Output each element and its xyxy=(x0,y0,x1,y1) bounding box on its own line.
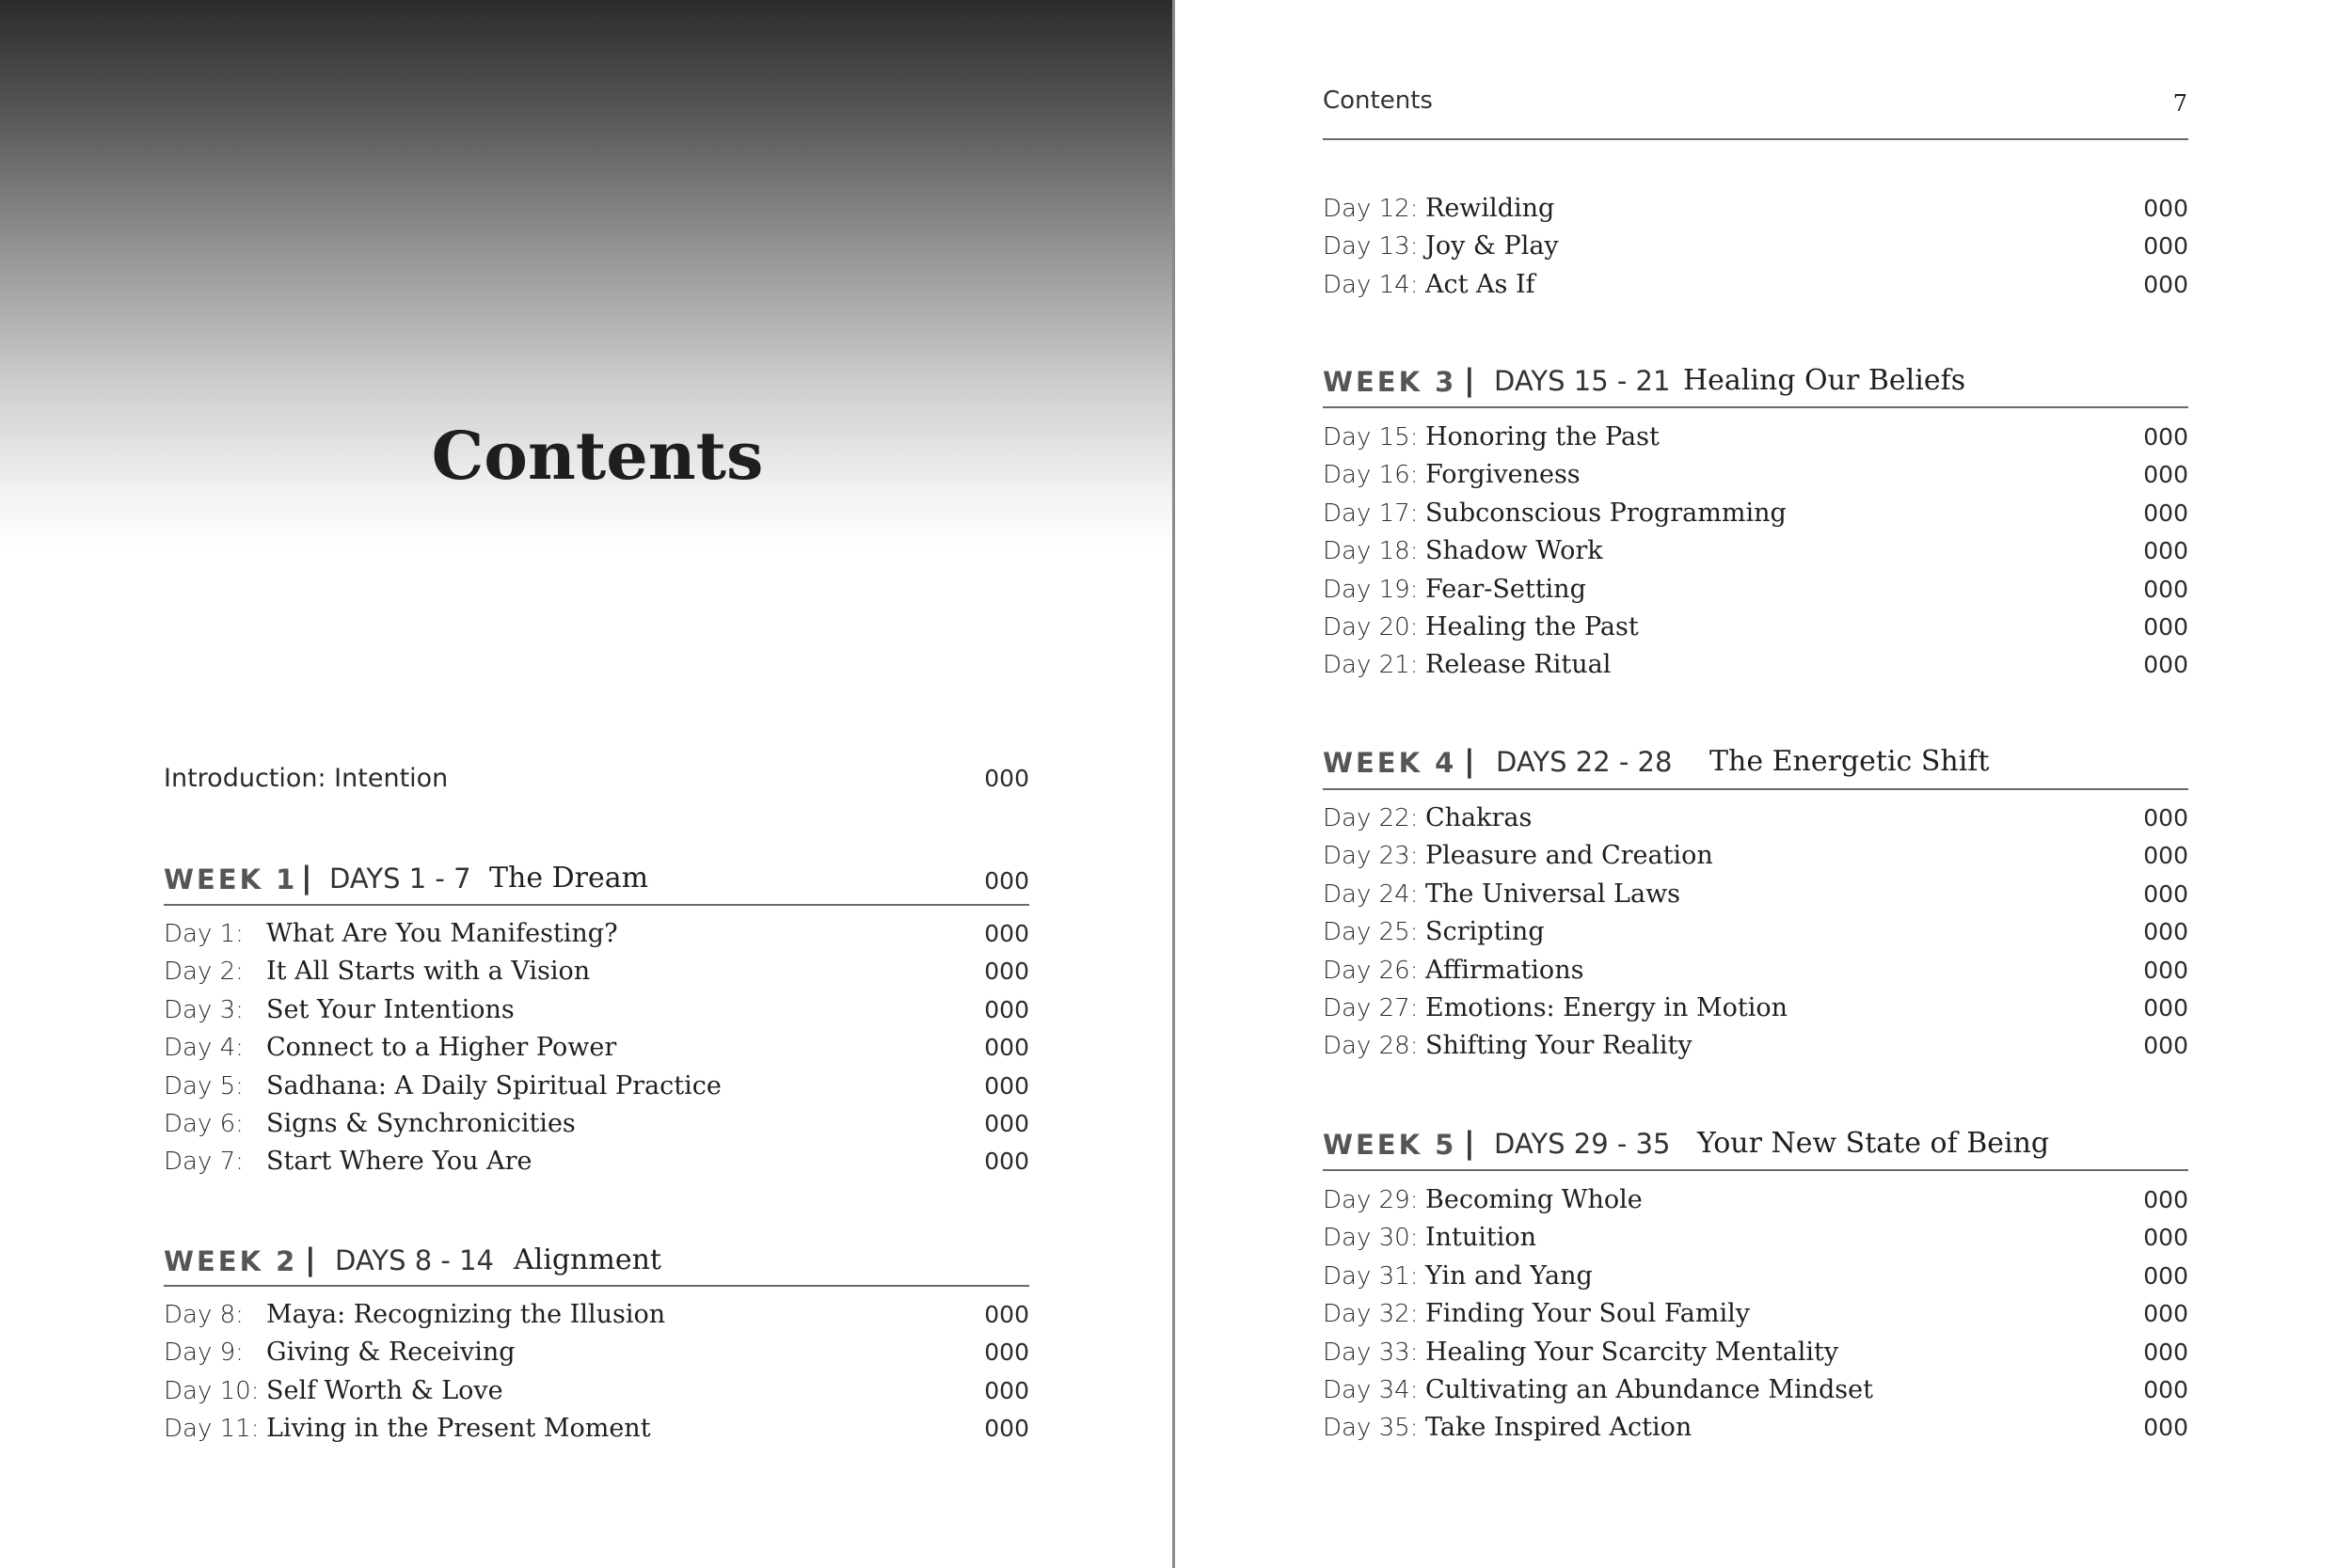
entry-page-number: 000 xyxy=(2143,613,2188,641)
day-number: Day 21: xyxy=(1323,651,1419,680)
entry-page-number: 000 xyxy=(2143,461,2188,489)
entry-page-number: 000 xyxy=(984,1376,1029,1404)
toc-entry xyxy=(164,1334,1029,1371)
week-theme: The Dream xyxy=(489,862,649,895)
page-number: 7 xyxy=(2172,90,2187,117)
week-label: WEEK 1 xyxy=(164,863,298,895)
toc-entry xyxy=(164,1068,1029,1105)
toc-entry xyxy=(164,991,1029,1029)
day-number: Day 8: xyxy=(164,1301,244,1329)
toc-entry xyxy=(1323,876,2188,913)
day-number: Day 33: xyxy=(1323,1338,1419,1367)
toc-entry xyxy=(1323,532,2188,570)
day-number: Day 26: xyxy=(1323,956,1419,985)
day-number: Day 2: xyxy=(164,958,244,987)
days-range: DAYS 29 - 35 xyxy=(1494,1128,1671,1160)
entry-page-number: 000 xyxy=(2143,879,2188,908)
week-5-rule xyxy=(1323,1169,2188,1171)
week-3-heading xyxy=(1323,353,2188,409)
entry-page-number: 000 xyxy=(2143,994,2188,1022)
day-number: Day 34: xyxy=(1323,1376,1419,1404)
day-number: Day 9: xyxy=(164,1338,244,1368)
entry-page-number: 000 xyxy=(2143,956,2188,984)
toc-entry xyxy=(164,915,1029,953)
entry-page-number: 000 xyxy=(2143,575,2188,603)
toc-entry xyxy=(1323,456,2188,494)
entry-title: Healing the Past xyxy=(1425,612,1639,641)
entry-title: It All Starts with a Vision xyxy=(266,957,591,987)
running-head-rule xyxy=(1323,138,2188,140)
day-number: Day 13: xyxy=(1323,232,1419,261)
week-label: WEEK 5 xyxy=(1323,1129,1457,1161)
day-number: Day 28: xyxy=(1323,1032,1419,1061)
day-number: Day 6: xyxy=(164,1110,244,1138)
right-page xyxy=(1175,0,2352,1568)
entry-page-number: 000 xyxy=(2143,499,2188,527)
day-number: Day 22: xyxy=(1323,804,1419,832)
entry-title: Joy & Play xyxy=(1425,231,1559,261)
entry-title: Forgiveness xyxy=(1425,460,1581,490)
day-number: Day 35: xyxy=(1323,1414,1419,1443)
running-head: Contents xyxy=(1323,87,1433,115)
entry-page-number: 000 xyxy=(2143,651,2188,679)
intro-page-number: 000 xyxy=(984,765,1029,792)
toc-entry xyxy=(1323,1409,2188,1447)
entry-page-number: 000 xyxy=(984,1110,1029,1137)
days-range: DAYS 15 - 21 xyxy=(1494,365,1671,397)
toc-entry xyxy=(1323,1181,2188,1219)
entry-title: Fear-Setting xyxy=(1425,574,1586,604)
entry-page-number: 000 xyxy=(2143,1224,2188,1252)
entry-page-number: 000 xyxy=(2143,804,2188,832)
toc-entry xyxy=(164,1143,1029,1180)
week-2-rule xyxy=(164,1285,1029,1287)
entry-page-number: 000 xyxy=(984,1301,1029,1328)
toc-entry xyxy=(1323,837,2188,875)
days-range: DAYS 8 - 14 xyxy=(335,1244,495,1276)
entry-title: Healing Your Scarcity Mentality xyxy=(1425,1337,1839,1367)
week-2-heading xyxy=(164,1232,1029,1289)
day-number: Day 7: xyxy=(164,1148,244,1177)
toc-entry xyxy=(1323,228,2188,265)
toc-entry xyxy=(164,1029,1029,1067)
entry-page-number: 000 xyxy=(2143,270,2188,298)
week-label: WEEK 3 xyxy=(1323,366,1457,398)
week-4-rule xyxy=(1323,788,2188,790)
entry-title: Intuition xyxy=(1425,1223,1537,1253)
toc-entry xyxy=(1323,1371,2188,1409)
entry-title: The Universal Laws xyxy=(1425,879,1681,909)
days-range: DAYS 1 - 7 xyxy=(329,863,471,895)
toc-entry xyxy=(1323,571,2188,609)
entry-title: Signs & Synchronicities xyxy=(266,1109,576,1138)
entry-title: Living in the Present Moment xyxy=(266,1414,651,1444)
entry-title: Becoming Whole xyxy=(1425,1185,1643,1214)
toc-entry xyxy=(1323,800,2188,837)
entry-page-number: 000 xyxy=(2143,1186,2188,1213)
week-theme: Healing Our Beliefs xyxy=(1683,364,1966,397)
toc-entry xyxy=(1323,913,2188,951)
entry-title: Finding Your Soul Family xyxy=(1425,1299,1751,1329)
toc-entry xyxy=(164,1105,1029,1143)
separator: | xyxy=(301,860,312,895)
toc-entry xyxy=(1323,1219,2188,1257)
toc-entry xyxy=(1323,1295,2188,1333)
day-number: Day 25: xyxy=(1323,918,1419,947)
day-number: Day 20: xyxy=(1323,613,1419,641)
day-number: Day 3: xyxy=(164,995,244,1024)
entry-page-number: 000 xyxy=(2143,232,2188,261)
toc-entry xyxy=(164,1410,1029,1448)
intro-entry xyxy=(164,760,1029,798)
week-theme: The Energetic Shift xyxy=(1709,745,1990,778)
toc-entry xyxy=(1323,495,2188,532)
week-theme: Alignment xyxy=(514,1243,661,1276)
day-number: Day 24: xyxy=(1323,879,1419,909)
entry-title: Act As If xyxy=(1425,269,1535,299)
day-number: Day 5: xyxy=(164,1071,244,1101)
entry-title: Giving & Receiving xyxy=(266,1338,516,1368)
entry-page-number: 000 xyxy=(984,1034,1029,1062)
entry-page-number: 000 xyxy=(2143,1414,2188,1442)
day-number: Day 15: xyxy=(1323,423,1419,451)
entry-title: Connect to a Higher Power xyxy=(266,1033,617,1063)
left-page xyxy=(0,0,1172,1568)
entry-page-number: 000 xyxy=(2143,1261,2188,1290)
entry-page-number: 000 xyxy=(984,995,1029,1023)
entry-title: Start Where You Are xyxy=(266,1147,532,1177)
toc-entry xyxy=(1323,266,2188,304)
day-number: Day 12: xyxy=(1323,195,1419,223)
separator: | xyxy=(305,1242,316,1277)
day-number: Day 27: xyxy=(1323,994,1419,1022)
entry-page-number: 000 xyxy=(2143,842,2188,870)
entry-page-number: 000 xyxy=(984,1338,1029,1367)
entry-page-number: 000 xyxy=(984,920,1029,947)
toc-entry xyxy=(1323,190,2188,228)
entry-page-number: 000 xyxy=(2143,195,2188,222)
day-number: Day 11: xyxy=(164,1415,260,1444)
entry-page-number: 000 xyxy=(2143,1376,2188,1403)
week-4-heading xyxy=(1323,734,2188,790)
toc-entry xyxy=(1323,1258,2188,1295)
day-number: Day 23: xyxy=(1323,842,1419,871)
toc-entry xyxy=(1323,990,2188,1027)
entry-page-number: 000 xyxy=(2143,1032,2188,1060)
day-number: Day 17: xyxy=(1323,499,1419,528)
entry-title: What Are You Manifesting? xyxy=(266,919,618,948)
toc-entry xyxy=(164,1372,1029,1410)
week-theme: Your New State of Being xyxy=(1697,1127,2050,1160)
day-number: Day 32: xyxy=(1323,1300,1419,1329)
entry-page-number: 000 xyxy=(2143,1338,2188,1366)
day-number: Day 14: xyxy=(1323,270,1419,299)
toc-entry xyxy=(1323,1027,2188,1065)
entry-title: Release Ritual xyxy=(1425,650,1612,680)
entry-page-number: 000 xyxy=(2143,423,2188,451)
page-title: Contents xyxy=(431,417,764,495)
entry-title: Scripting xyxy=(1425,917,1545,947)
entry-title: Self Worth & Love xyxy=(266,1375,503,1405)
toc-entry xyxy=(1323,1334,2188,1371)
entry-title: Cultivating an Abundance Mindset xyxy=(1425,1375,1873,1404)
week-1-heading xyxy=(164,850,1029,907)
week-page-number: 000 xyxy=(984,867,1029,895)
entry-title: Affirmations xyxy=(1425,955,1584,985)
day-number: Day 30: xyxy=(1323,1224,1419,1253)
day-number: Day 16: xyxy=(1323,461,1419,490)
entry-title: Sadhana: A Daily Spiritual Practice xyxy=(266,1070,722,1101)
day-number: Day 18: xyxy=(1323,537,1419,566)
entry-title: Set Your Intentions xyxy=(266,994,515,1024)
intro-label: Introduction: Intention xyxy=(164,764,449,793)
toc-entry xyxy=(1323,609,2188,646)
entry-page-number: 000 xyxy=(984,1148,1029,1176)
entry-page-number: 000 xyxy=(2143,537,2188,565)
week-label: WEEK 2 xyxy=(164,1245,298,1277)
toc-entry xyxy=(164,953,1029,990)
day-number: Day 19: xyxy=(1323,575,1419,604)
entry-title: Shifting Your Reality xyxy=(1425,1031,1692,1061)
day-number: Day 1: xyxy=(164,920,244,948)
entry-title: Rewilding xyxy=(1425,194,1555,223)
entry-title: Subconscious Programming xyxy=(1425,498,1787,528)
toc-entry xyxy=(1323,952,2188,990)
entry-title: Pleasure and Creation xyxy=(1425,841,1713,871)
entry-page-number: 000 xyxy=(984,1415,1029,1443)
entry-title: Maya: Recognizing the Illusion xyxy=(266,1300,666,1329)
entry-title: Shadow Work xyxy=(1425,536,1603,566)
toc-entry xyxy=(1323,419,2188,456)
toc-entry xyxy=(164,1296,1029,1334)
day-number: Day 31: xyxy=(1323,1261,1419,1291)
separator: | xyxy=(1464,1125,1475,1161)
entry-page-number: 000 xyxy=(2143,1300,2188,1328)
entry-title: Emotions: Energy in Motion xyxy=(1425,993,1788,1022)
day-number: Day 10: xyxy=(164,1376,260,1405)
entry-title: Honoring the Past xyxy=(1425,422,1660,451)
week-5-heading xyxy=(1323,1116,2188,1172)
day-number: Day 4: xyxy=(164,1034,244,1063)
entry-page-number: 000 xyxy=(2143,918,2188,946)
week-3-rule xyxy=(1323,406,2188,408)
week-label: WEEK 4 xyxy=(1323,747,1457,779)
entry-page-number: 000 xyxy=(984,958,1029,986)
entry-title: Chakras xyxy=(1425,803,1533,832)
entry-page-number: 000 xyxy=(984,1071,1029,1100)
entry-title: Take Inspired Action xyxy=(1425,1413,1692,1443)
day-number: Day 29: xyxy=(1323,1186,1419,1214)
toc-entry xyxy=(1323,646,2188,684)
days-range: DAYS 22 - 28 xyxy=(1496,746,1673,778)
separator: | xyxy=(1464,362,1475,398)
week-1-rule xyxy=(164,904,1029,906)
separator: | xyxy=(1464,743,1475,779)
entry-title: Yin and Yang xyxy=(1425,1260,1593,1291)
